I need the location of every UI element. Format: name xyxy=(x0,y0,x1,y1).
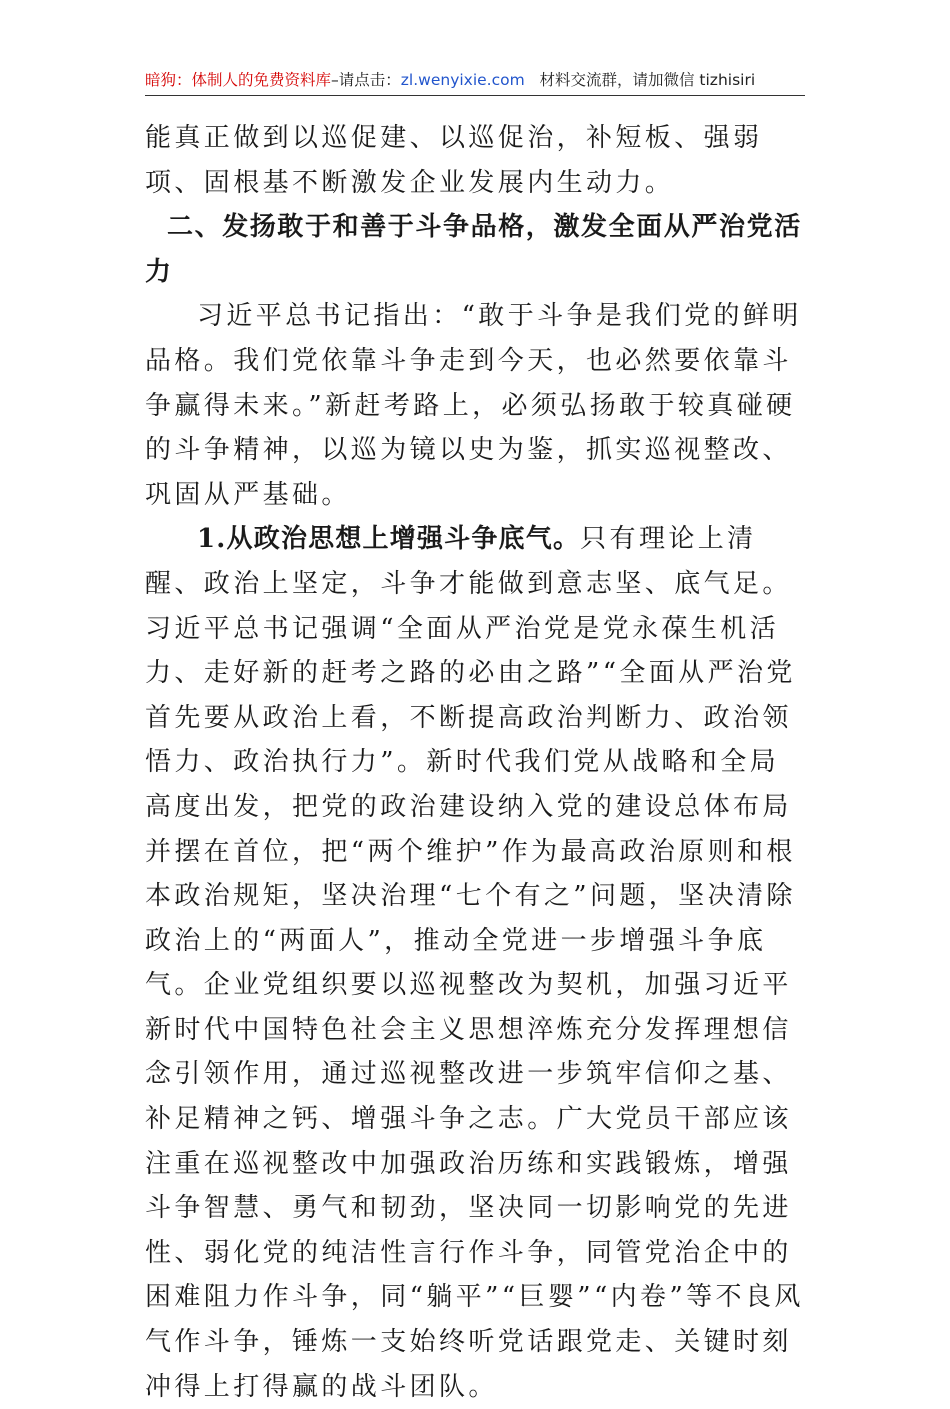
header-brand: 暗狗：体制人的免费资料库 xyxy=(145,71,332,89)
page-header xyxy=(145,66,805,94)
paragraph-intro: 习近平总书记指出：“敢于斗争是我们党的鲜明品格。我们党依靠斗争走到今天，也必然要依靠斗争赢得未来。”新赶考路上，必须弘扬敢于较真碰硬的斗争精神，以巡为镜以史为鉴，抓实巡视整改、巩固从严基础。 xyxy=(145,301,802,510)
paragraph-continued: 能真正做到以巡促建、以巡促治，补短板、强弱项、固根基不断激发企业发展内生动力。 xyxy=(145,123,763,198)
section-heading: 二、发扬敢于和善于斗争品格，激发全面从严治党活力 xyxy=(145,212,802,287)
header-separator: –请点击： xyxy=(331,71,401,89)
document-body xyxy=(145,116,807,1409)
subsection-heading: 1.从政治思想上增强斗争底气。 xyxy=(197,524,581,555)
paragraph-subsection xyxy=(145,517,807,1409)
header-divider xyxy=(145,95,805,96)
header-contact: 材料交流群，请加微信 tizhisiri xyxy=(539,71,756,89)
subsection-body: 只有理论上清醒、政治上坚定，斗争才能做到意志坚、底气足。习近平总书记强调“全面从严治党是党永葆生机活力、走好新的赶考之路的必由之路”“全面从严治党首先要从政治上看，不断提高政治判断力、政治领悟力、政治执行力”。新时代我们党从战略和全局高度出发，把党的政治建设纳入党的建设总体布局并摆在首位，把“两个维护”作为最高政治原则和根本政治规矩，坚决治理“七个有之”问题，坚决清除政治上的“两面人”，推动全党进一步增强斗争底气。企业党组织要以巡视整改为契机，加强习近平新时代中国特色社会主义思想淬炼充分发挥理想信念引领作用，通过巡视整改进一步筑牢信仰之基、补足精神之钙、增强斗争之志。广大党员干部应该注重在巡视整改中加强政治历练和实践锻炼，增强斗争智慧、勇气和韧劲，坚决同一切影响党的先进性、弱化党的纯洁性言行作斗争，同管党治企中的困难阻力作斗争，同“躺平”“巨婴”“内卷”等不良风气作斗争，锤炼一支始终听党话跟党走、关键时刻冲得上打得赢的战斗团队。 xyxy=(145,524,804,1402)
header-url-link[interactable]: zl.wenyixie.com xyxy=(400,71,525,89)
